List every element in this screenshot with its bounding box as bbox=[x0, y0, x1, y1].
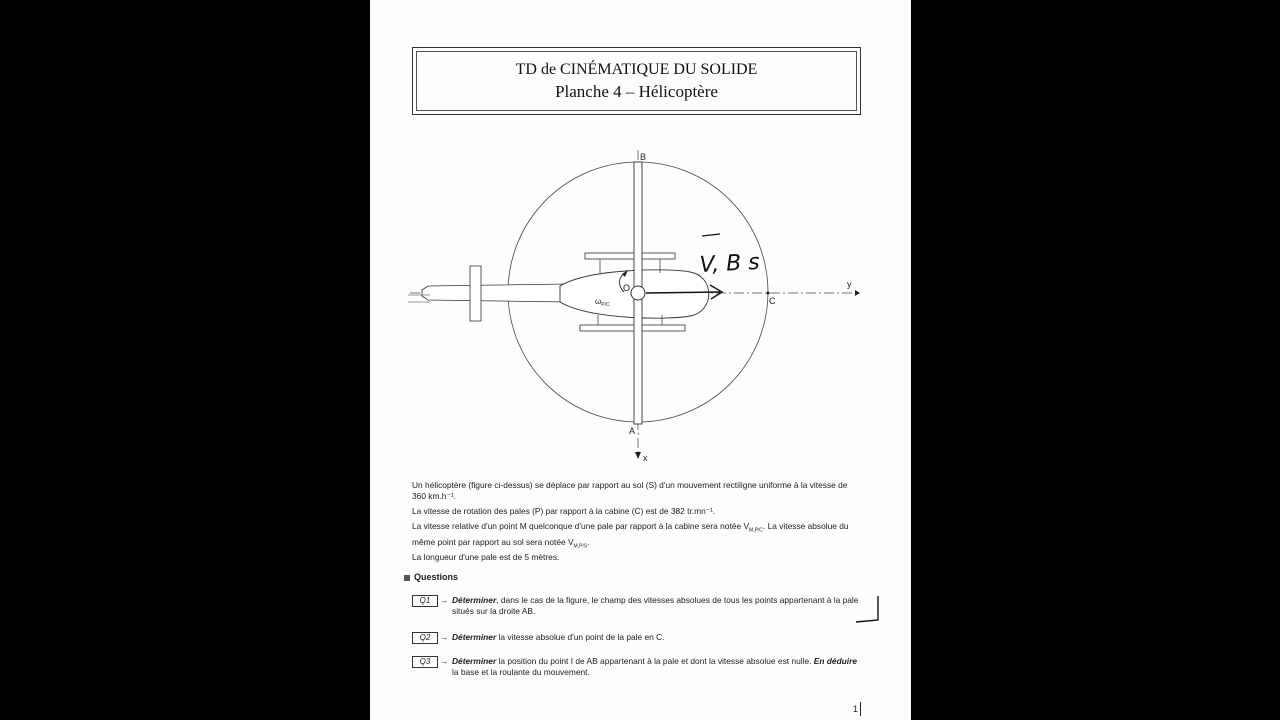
handwritten-mark bbox=[850, 590, 890, 630]
document-page: TD de CINÉMATIQUE DU SOLIDE Planche 4 – Hélicoptère V, B s B A C O y x $\omega_{P/C}$ Un hélicoptère (figure ci-dessus) se déplace par rapport au sol (S) d'un mouvement rectiligne uniforme à la vitesse de 360 km.h⁻¹. La vitesse de rotation des pales (P) par rapport à la cabine (C) est de 382 tr.mn⁻¹. La vitesse relative d'un point M quelconque d'une pale par rapport à la cabine sera notée $V_{M,P/C}$. La vitesse absolue du même point par rapport au sol sera notée $V_{M,P/S}$. La longueur d'une pale est de 5 mètres. Questions Q1 → Déterminer, dans le cas de la figure, le champ des vitesses absolues de tous les points appartenant à la pale situés sur la droite AB. Q2 → Déterminer la vitesse absolue d'un point de la pale en C. Q3 → Déterminer la position du point I de AB appartenant à la pale et dont la vitesse absolue est nulle. En déduire la base et la roulante du mouvement. 1 bbox=[370, 0, 911, 720]
helicopter-figure bbox=[370, 140, 911, 470]
arrow-right-icon: → bbox=[440, 656, 449, 666]
paragraph-1: Un hélicoptère (figure ci-dessus) se déplace par rapport au sol (S) d'un mouvement rectiligne uniforme à la vitesse de 360 km.h⁻¹. bbox=[412, 480, 848, 501]
question-number-box: Q3 bbox=[412, 656, 438, 668]
questions-heading: Questions bbox=[404, 572, 458, 582]
skid-top bbox=[585, 253, 675, 259]
x-axis-arrow bbox=[635, 452, 641, 459]
arrow-right-icon: → bbox=[440, 595, 449, 605]
question-number-box: Q1 bbox=[412, 595, 438, 607]
label-y: y bbox=[847, 279, 852, 289]
page-number: 1 bbox=[853, 704, 859, 714]
title-line-2: Planche 4 – Hélicoptère bbox=[555, 82, 718, 101]
label-omega-sub: P/C bbox=[601, 302, 610, 308]
arrow-right-icon: → bbox=[440, 632, 449, 642]
label-x: x bbox=[643, 453, 648, 463]
body-text bbox=[412, 480, 862, 563]
question-number-box: Q2 bbox=[412, 632, 438, 644]
paragraph-3: La vitesse relative d'un point M quelconque d'une pale par rapport à la cabine sera notée $V_{M,P/C}$. La vitesse absolue du même point par rapport au sol sera notée $V_{M,P/S}$. bbox=[412, 521, 849, 550]
handwritten-arrow bbox=[646, 292, 720, 293]
handwritten-annotation: V, B s bbox=[699, 249, 761, 278]
label-C: C bbox=[769, 296, 776, 306]
paragraph-4: La longueur d'une pale est de 5 mètres. bbox=[412, 552, 560, 563]
label-A: A bbox=[629, 426, 636, 436]
label-O: O bbox=[623, 283, 631, 293]
title-line-1: TD de CINÉMATIQUE DU SOLIDE bbox=[515, 61, 758, 78]
title-box bbox=[412, 47, 861, 115]
bullet-square-icon bbox=[404, 575, 410, 581]
tail-stabilizer bbox=[470, 266, 481, 321]
skid-bottom bbox=[580, 325, 685, 331]
handwritten-vector-bar bbox=[702, 234, 720, 236]
y-axis-arrow bbox=[855, 290, 860, 296]
paragraph-2: La vitesse de rotation des pales (P) par rapport à la cabine (C) est de 382 tr.mn⁻¹. bbox=[412, 506, 716, 516]
tail-boom bbox=[422, 284, 570, 302]
label-B: B bbox=[640, 152, 647, 162]
label-omega: ω bbox=[595, 297, 602, 306]
rotor-hub bbox=[631, 286, 645, 300]
